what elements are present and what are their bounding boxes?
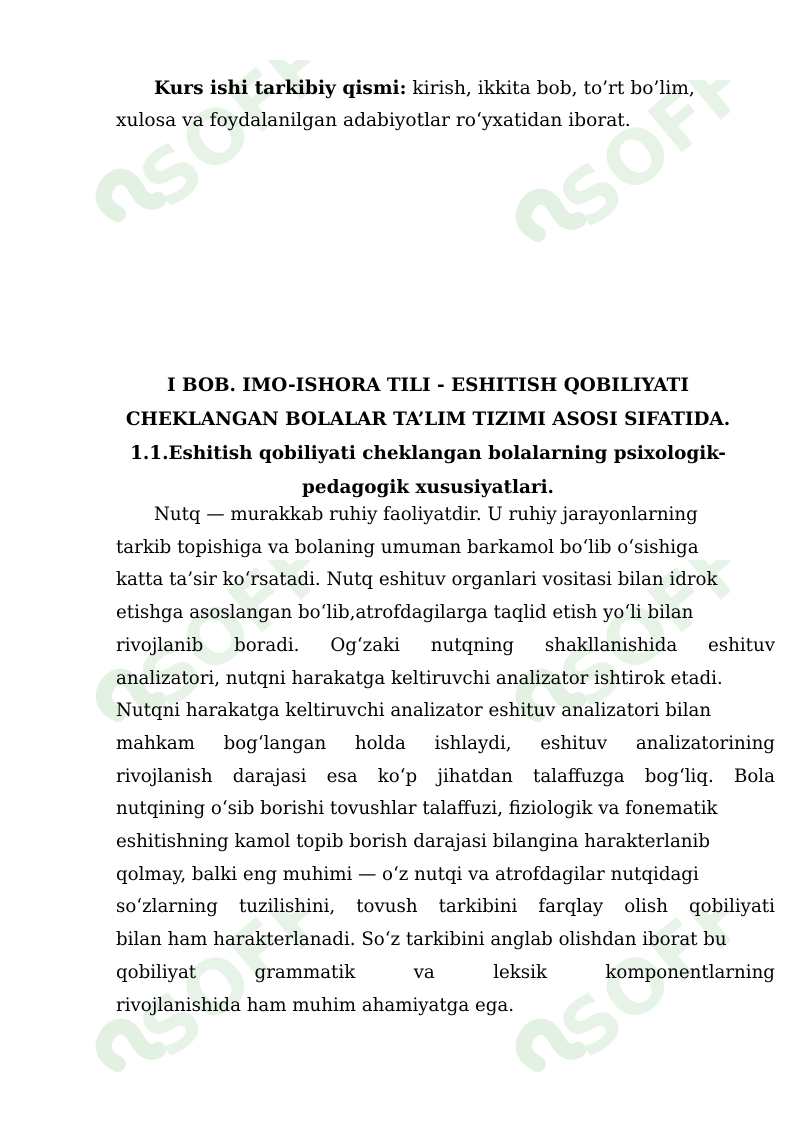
- body-word: qobiliyati: [688, 896, 775, 918]
- body-line: [116, 891, 775, 924]
- body-word: farqlay: [538, 896, 604, 918]
- body-line: Nutq — murakkab ruhiy faoliyatdir. U ruhiy jarayonlarning: [154, 504, 698, 525]
- body-word: esa: [326, 765, 358, 787]
- body-word: analizatorining: [635, 732, 775, 754]
- body-line: [116, 957, 775, 990]
- body-word: qobiliyat: [116, 961, 197, 983]
- body-word: rivojlanish: [116, 765, 213, 787]
- body-word: ko‘p: [377, 765, 418, 787]
- body-word: eshituv: [708, 634, 775, 656]
- body-line: rivojlanishida ham muhim ahamiyatga ega.: [116, 994, 514, 1016]
- body-line: Nutqni harakatga keltiruvchi analizator eshituv analizatori bilan: [116, 700, 712, 722]
- body-line: eshitishning kamol topib borish darajasi bilangina harakterlanib: [116, 831, 710, 853]
- body-word: jihatdan: [437, 765, 513, 787]
- body-line: katta ta’sir ko‘rsatadi. Nutq eshituv organlari vositasi bilan idrok: [116, 569, 718, 591]
- body-word: rivojlanib: [116, 634, 204, 656]
- intro-line-2: xulosa va foydalanilgan adabiyotlar ro‘yxatidan iborat.: [116, 110, 631, 131]
- section-title-line-2: pedagogik xususiyatlari.: [302, 477, 554, 498]
- chapter-title-line-1: I BOB. IMO-ISHORA TILI - ESHITISH QOBILIYATI: [167, 375, 689, 396]
- body-line: qolmay, balki eng muhimi — o‘z nutqi va atrofdagilar nutqidagi: [116, 863, 699, 885]
- body-line: [116, 761, 775, 794]
- body-word: mahkam: [116, 732, 195, 754]
- body-word: Og‘zaki: [330, 634, 400, 656]
- body-word: eshituv: [540, 732, 608, 754]
- watermark-text: SOFF: [544, 80, 730, 246]
- body-word: komponentlarning: [605, 961, 775, 983]
- body-line: nutqining o‘sib borishi tovushlar talaffuzi, fiziologik va fonematik: [116, 798, 718, 820]
- body-word: Bola: [733, 765, 775, 787]
- chapter-title-line-2: CHEKLANGAN BOLALAR TA’LIM TIZIMI ASOSI SIFATIDA.: [125, 409, 731, 430]
- intro-text-1: kirish, ikkita bob, to’rt bo’lim,: [406, 78, 695, 99]
- course-structure-paragraph: [116, 73, 756, 137]
- section-title-line-1: 1.1.Eshitish qobiliyati cheklangan bolalarning psixologik-: [130, 443, 726, 464]
- watermark-text: SOFF: [544, 910, 730, 1076]
- body-line: etishga asoslangan bo‘lib,atrofdagilarga taqlid etish yo‘li bilan: [116, 602, 694, 624]
- intro-line-1: [116, 73, 756, 105]
- body-paragraph: [116, 499, 775, 1022]
- watermark-text: SOFF: [124, 910, 310, 1076]
- body-word: olish: [624, 896, 668, 918]
- intro-label: Kurs ishi tarkibiy qismi:: [154, 78, 407, 99]
- body-word: va: [413, 961, 435, 983]
- body-word: tarkibini: [438, 896, 518, 918]
- body-word: ishlaydi,: [434, 732, 512, 754]
- body-word: boradi.: [234, 634, 300, 656]
- body-word: bog‘langan: [223, 732, 327, 754]
- body-word: talaffuzga: [533, 765, 625, 787]
- body-word: holda: [354, 732, 406, 754]
- chapter-heading: [100, 369, 756, 505]
- body-word: leksik: [493, 961, 547, 983]
- body-line: [116, 728, 775, 761]
- body-line: [116, 630, 775, 663]
- body-word: tovush: [356, 896, 418, 918]
- body-word: nutqning: [430, 634, 515, 656]
- body-line: tarkib topishiga va bolaning umuman barkamol bo‘lib o‘sishiga: [116, 536, 699, 558]
- body-word: so‘zlarning: [116, 896, 218, 918]
- watermark-text: SOFF: [124, 60, 310, 226]
- watermark-text: SOFF: [544, 560, 730, 726]
- body-line: bilan ham harakterlanadi. So‘z tarkibini anglab olishdan iborat bu: [116, 929, 727, 951]
- body-line: analizatori, nutqni harakatga keltiruvchi analizator ishtirok etadi.: [116, 667, 723, 689]
- body-word: bog‘liq.: [644, 765, 714, 787]
- watermark-text: SOFF: [124, 560, 310, 726]
- body-word: shakllanishida: [544, 634, 678, 656]
- body-word: grammatik: [254, 961, 356, 983]
- body-word: tuzilishini,: [238, 896, 336, 918]
- body-word: darajasi: [232, 765, 307, 787]
